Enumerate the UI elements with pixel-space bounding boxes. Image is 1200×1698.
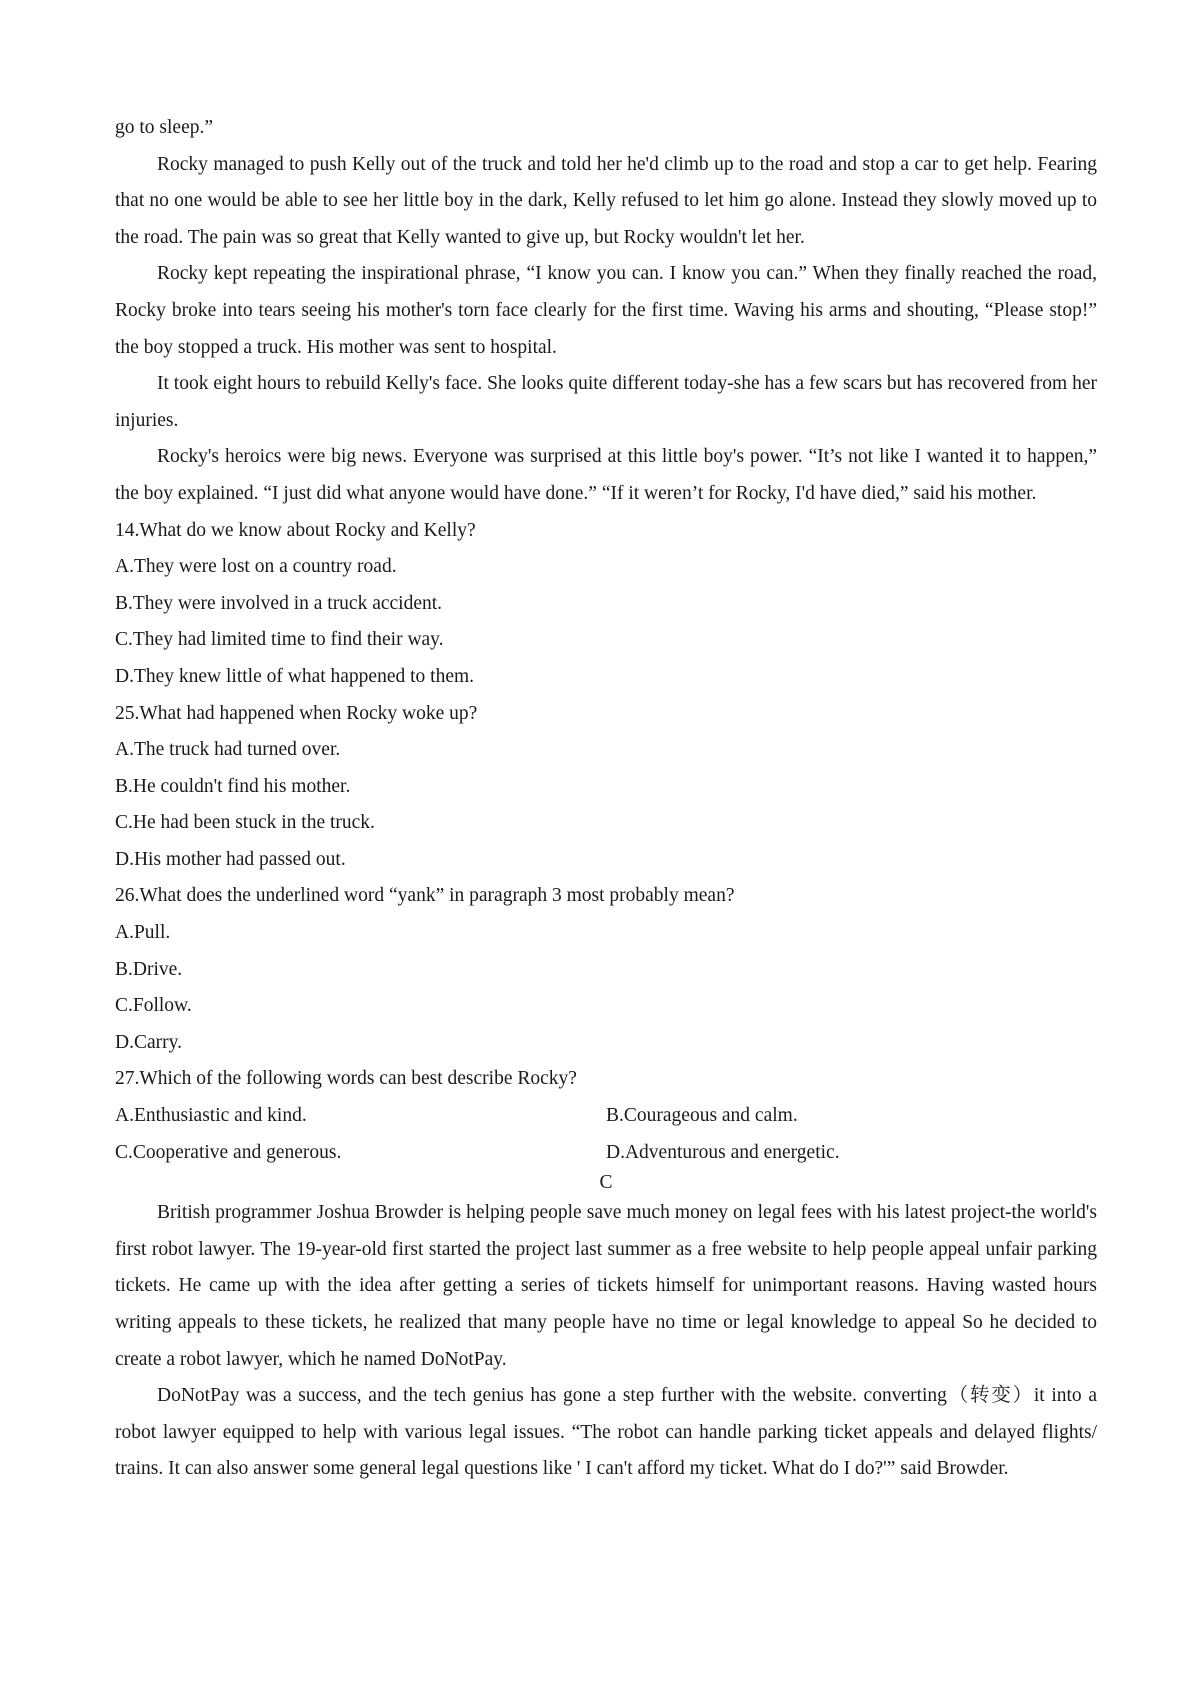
document-page: [115, 110, 1097, 1488]
passage-c-paragraph: British programmer Joshua Browder is helping people save much money on legal fees with his latest project-the world's first robot lawyer. The 19-year-old first started the project last summer as a free website to help people appeal unfair parking tickets. He came up with the idea after getting a series of tickets himself for unimportant reasons. Having wasted hours writing appeals to these tickets, he realized that many people have no time or legal knowledge to appeal So he decided to create a robot lawyer, which he named DoNotPay.: [115, 1202, 1097, 1370]
question-stem: 27.Which of the following words can best describe Rocky?: [115, 1068, 577, 1090]
question-option: A.They were lost on a country road.: [115, 556, 397, 578]
question-stem: 14.What do we know about Rocky and Kelly?: [115, 519, 476, 541]
story-paragraph: Rocky kept repeating the inspirational phrase, “I know you can. I know you can.” When they finally reached the road, Rocky broke into tears seeing his mother's torn face clearly for the first time. Waving his arms and shouting, “Please stop!” the boy stopped a truck. His mother was sent to hospital.: [115, 263, 1097, 358]
top-fragment: go to sleep.”: [115, 117, 214, 138]
question-option: A.Enthusiastic and kind.: [115, 1105, 307, 1127]
question-stem: 25.What had happened when Rocky woke up?: [115, 702, 478, 724]
option-row: [115, 1098, 1097, 1135]
question-option: C.He had been stuck in the truck.: [115, 812, 375, 834]
question-option: A.The truck had turned over.: [115, 739, 341, 761]
question-option: C.They had limited time to find their way.: [115, 629, 444, 651]
passage-c-paragraph: DoNotPay was a success, and the tech genius has gone a step further with the website. converting（转变）it into a robot lawyer equipped to help with various legal issues. “The robot can handle parking ticket appeals and delayed flights/ trains. It can also answer some general legal questions like ' I can't afford my ticket. What do I do?'” said Browder.: [115, 1385, 1097, 1480]
question-option: B.Drive.: [115, 958, 183, 980]
question-option: B.They were involved in a truck accident.: [115, 592, 443, 614]
question-option: D.His mother had passed out.: [115, 848, 346, 870]
question-option: C.Follow.: [115, 995, 192, 1017]
story-paragraph: It took eight hours to rebuild Kelly's face. She looks quite different today-she has a few scars but has recovered from her injuries.: [115, 373, 1097, 431]
question-option: B.He couldn't find his mother.: [115, 775, 351, 797]
option-row: [115, 1135, 1097, 1172]
question-stem: 26.What does the underlined word “yank” in paragraph 3 most probably mean?: [115, 885, 735, 907]
story-paragraph: Rocky managed to push Kelly out of the truck and told her he'd climb up to the road and stop a car to get help. Fearing that no one would be able to see her little boy in the dark, Kelly refused to let him go alone. Instead they slowly moved up to the road. The pain was so great that Kelly wanted to give up, but Rocky wouldn't let her.: [115, 153, 1097, 248]
question-option: D.Adventurous and energetic.: [606, 1141, 840, 1163]
question-option: A.Pull.: [115, 922, 171, 944]
section-heading: C: [599, 1172, 613, 1194]
question-option: C.Cooperative and generous.: [115, 1141, 342, 1163]
question-option: D.Carry.: [115, 1031, 182, 1053]
question-option: B.Courageous and calm.: [606, 1105, 798, 1127]
story-paragraph: Rocky's heroics were big news. Everyone was surprised at this little boy's power. “It’s not like I wanted it to happen,” the boy explained. “I just did what anyone would have done.” “If it weren’t for Rocky, I'd have died,” said his mother.: [115, 446, 1097, 504]
question-option: D.They knew little of what happened to them.: [115, 665, 475, 687]
